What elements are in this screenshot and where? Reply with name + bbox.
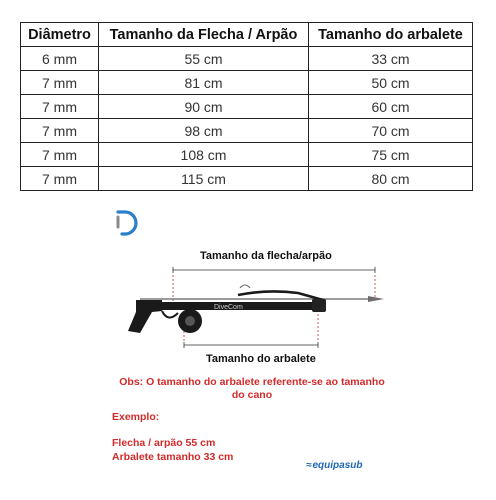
example-title: Exemplo: bbox=[112, 411, 160, 423]
header-arrow-size: Tamanho da Flecha / Arpão bbox=[99, 23, 309, 47]
table-row bbox=[21, 47, 473, 71]
cell-gun-size: 70 cm bbox=[309, 119, 473, 143]
cell-diameter: 7 mm bbox=[21, 71, 99, 95]
table-row bbox=[21, 119, 473, 143]
size-table bbox=[20, 22, 473, 191]
cell-arrow-size: 90 cm bbox=[99, 95, 309, 119]
cell-arrow-size: 115 cm bbox=[99, 167, 309, 191]
example-arrow-size: Flecha / arpão 55 cm bbox=[112, 437, 216, 449]
header-gun-size: Tamanho do arbalete bbox=[309, 23, 473, 47]
gun-length-label: Tamanho do arbalete bbox=[206, 353, 316, 365]
wave-icon: ≈ bbox=[306, 460, 312, 471]
cell-gun-size: 80 cm bbox=[309, 167, 473, 191]
arrow-length-label: Tamanho da flecha/arpão bbox=[200, 250, 332, 262]
cell-arrow-size: 108 cm bbox=[99, 143, 309, 167]
table-row bbox=[21, 71, 473, 95]
header-diameter: Diâmetro bbox=[21, 23, 99, 47]
line-release bbox=[240, 285, 250, 288]
cell-gun-size: 60 cm bbox=[309, 95, 473, 119]
table-row bbox=[21, 143, 473, 167]
speargun-diagram bbox=[118, 255, 390, 365]
equipasub-logo bbox=[306, 460, 363, 471]
trigger-guard bbox=[162, 311, 178, 318]
cell-diameter: 7 mm bbox=[21, 119, 99, 143]
cell-arrow-size: 98 cm bbox=[99, 119, 309, 143]
gun-brand-text: DiveCom bbox=[214, 304, 243, 311]
gun-head bbox=[312, 299, 326, 312]
divecom-logo-icon bbox=[112, 208, 142, 238]
cell-gun-size: 75 cm bbox=[309, 143, 473, 167]
cell-diameter: 6 mm bbox=[21, 47, 99, 71]
equipasub-logo-text: equipasub bbox=[312, 460, 363, 471]
gun-handle bbox=[128, 300, 162, 333]
gun-length-bracket bbox=[184, 310, 318, 348]
cell-arrow-size: 55 cm bbox=[99, 47, 309, 71]
cell-diameter: 7 mm bbox=[21, 167, 99, 191]
cell-gun-size: 33 cm bbox=[309, 47, 473, 71]
example-gun-size: Arbalete tamanho 33 cm bbox=[112, 451, 234, 463]
cell-gun-size: 50 cm bbox=[309, 71, 473, 95]
spear-tip bbox=[368, 296, 384, 302]
table-row bbox=[21, 95, 473, 119]
table-row bbox=[21, 167, 473, 191]
cell-diameter: 7 mm bbox=[21, 143, 99, 167]
cell-diameter: 7 mm bbox=[21, 95, 99, 119]
cell-arrow-size: 81 cm bbox=[99, 71, 309, 95]
table-header-row bbox=[21, 23, 473, 47]
obs-note: Obs: O tamanho do arbalete referente-se ao tamanho do cano bbox=[119, 376, 385, 401]
